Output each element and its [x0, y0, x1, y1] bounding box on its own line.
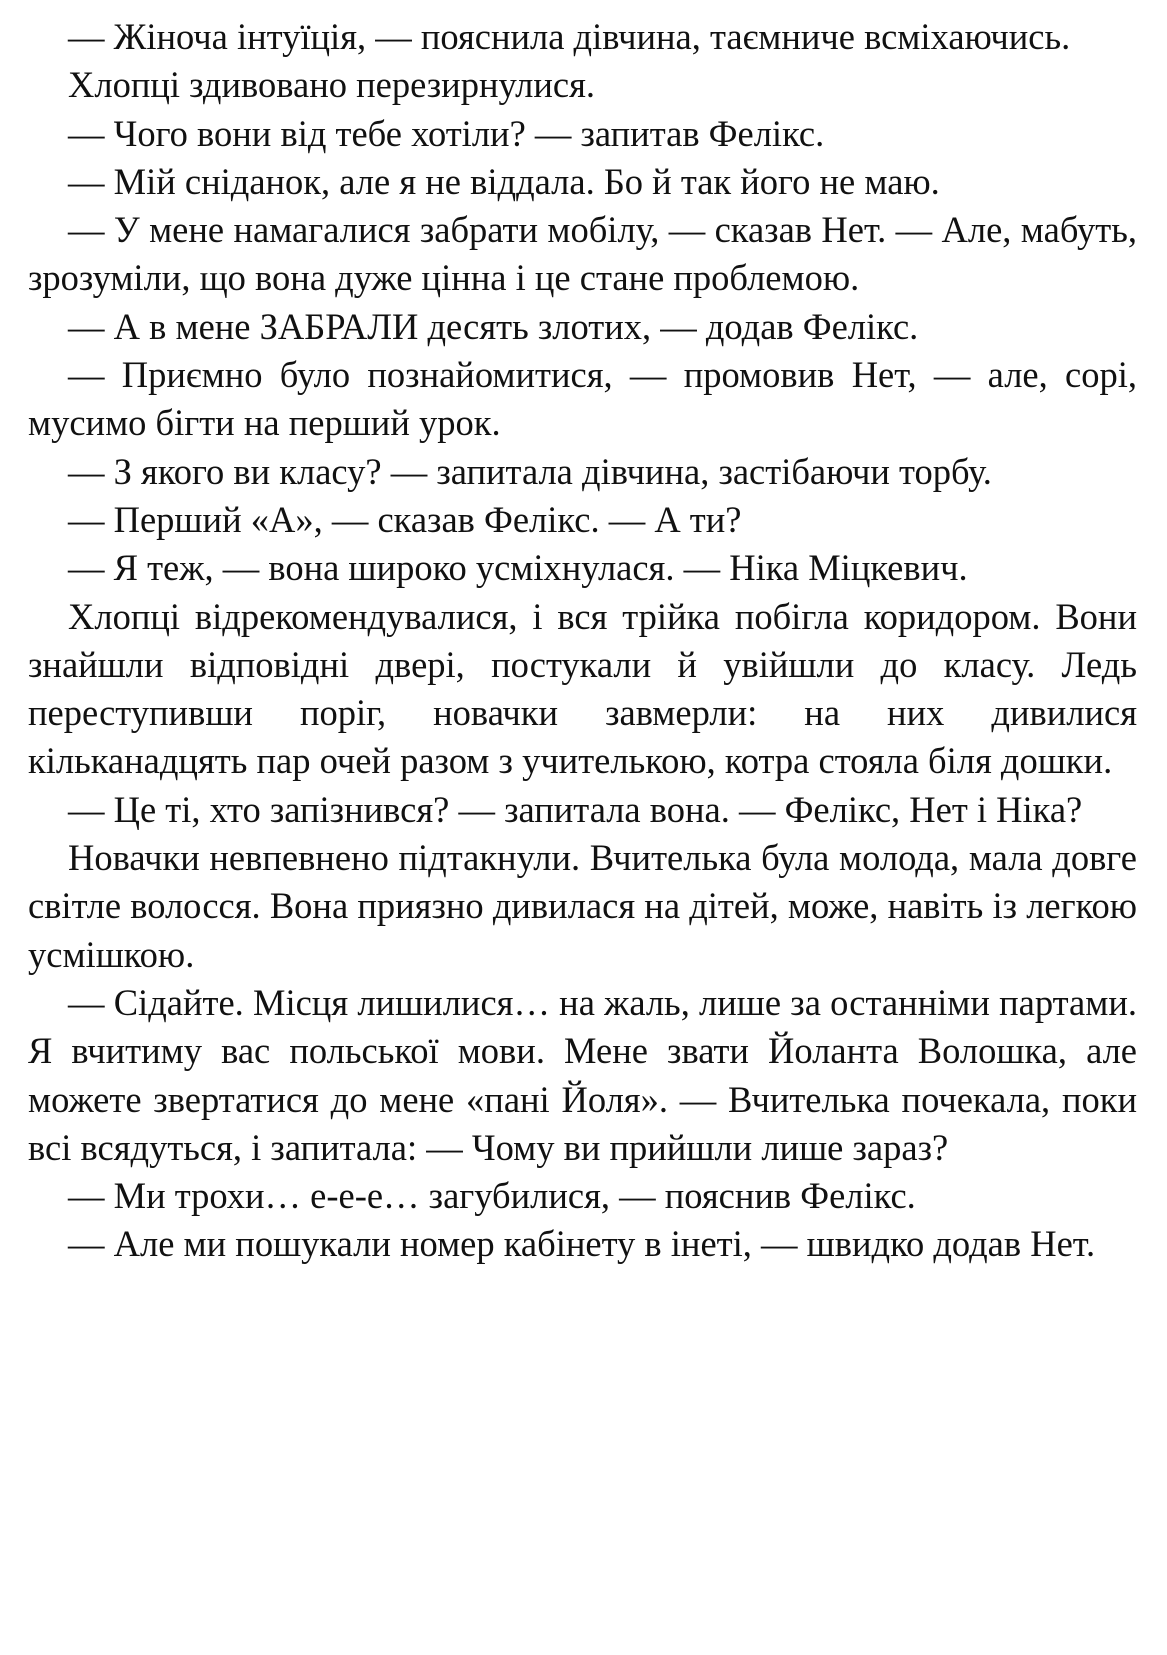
- paragraph: — Сідайте. Місця лишилися… на жаль, лише за останніми партами. Я вчитиму вас польської мови. Мене звати Йоланта Волошка, але можете звертатися до мене «пані Йоля». — Вчителька почекала, поки всі всядуться, і запитала: — Чому ви прийшли лише зараз?: [28, 981, 1137, 1168]
- paragraph: Хлопці здивовано перезирнулися.: [68, 64, 595, 106]
- paragraph: — Перший «А», — сказав Фелікс. — А ти?: [68, 498, 742, 540]
- paragraph: Хлопці відрекомендувалися, і вся трійка побігла коридором. Вони знайшли відповідні двері, постукали й увійшли до класу. Ледь переступивши поріг, новачки завмерли: на них дивилися кільканадцять пар очей разом з учителькою, котра стояла біля дошки.: [28, 595, 1137, 782]
- paragraph: — Я теж, — вона широко усміхнулася. — Ніка Міцкевич.: [68, 547, 968, 589]
- paragraph: — Жіноча інтуїція, — пояснила дівчина, таємниче всміхаючись.: [68, 16, 1071, 57]
- paragraph: — Але ми пошукали номер кабінету в інеті, — швидко додав Нет.: [68, 1223, 1096, 1265]
- paragraph: — Мій сніданок, але я не віддала. Бо й так його не маю.: [68, 160, 940, 202]
- paragraph: — Це ті, хто запізнився? — запитала вона. — Фелікс, Нет і Ніка?: [68, 788, 1083, 830]
- paragraph: — У мене намагалися забрати мобілу, — сказав Нет. — Але, мабуть, зрозуміли, що вона дуже цінна і це стане проблемою.: [28, 209, 1137, 299]
- paragraph: Новачки невпевнено підтакнули. Вчителька була молода, мала довге світле волосся. Вона приязно дивилася на дітей, може, навіть із легкою усмішкою.: [28, 837, 1137, 975]
- paragraph: — Чого вони від тебе хотіли? — запитав Фелікс.: [68, 112, 825, 154]
- paragraph: — А в мене ЗАБРАЛИ десять злотих, — додав Фелікс.: [68, 305, 919, 347]
- paragraph: — Ми трохи… е-е-е… загубилися, — пояснив Фелікс.: [68, 1175, 916, 1217]
- paragraph: — Приємно було познайомитися, — промовив Нет, — але, сорі, мусимо бігти на перший урок.: [28, 354, 1137, 444]
- paragraph: — З якого ви класу? — запитала дівчина, застібаючи торбу.: [68, 450, 992, 492]
